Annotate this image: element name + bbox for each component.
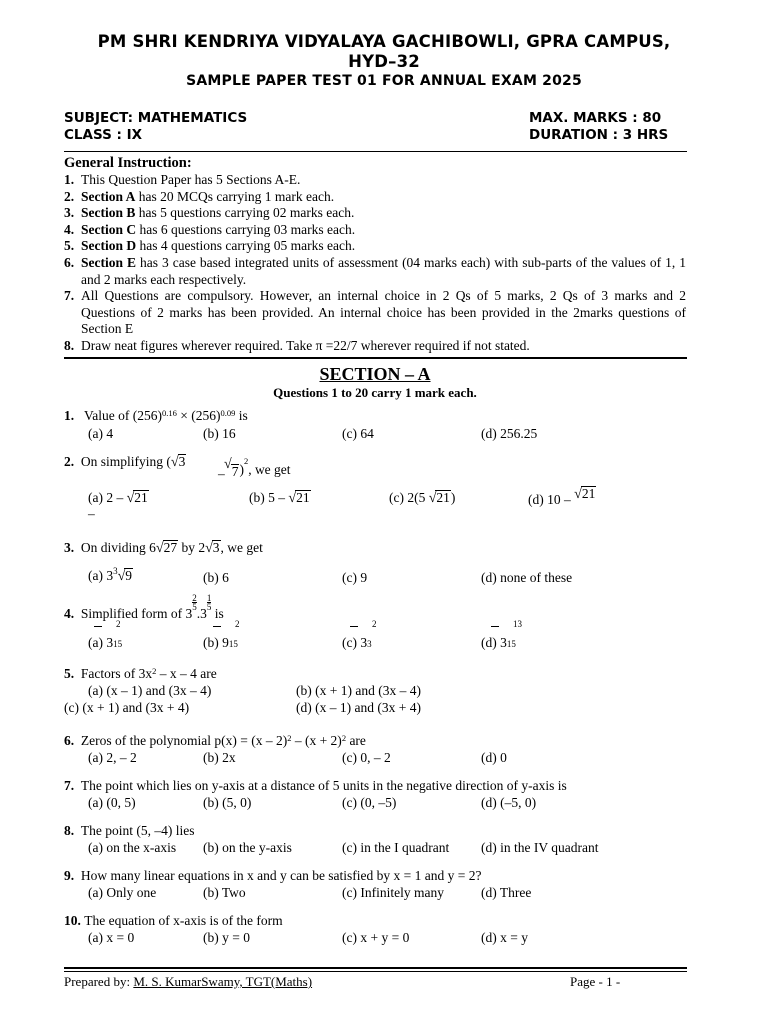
max-marks-label: MAX. MARKS : 80 — [529, 110, 662, 126]
subject-label: SUBJECT: MATHEMATICS — [64, 110, 248, 126]
option-c: (c) x + y = 0 — [342, 930, 410, 945]
option-b: (b) (5, 0) — [203, 795, 252, 810]
option-d: (d) x = y — [481, 930, 528, 945]
question-2-minus: – — [218, 466, 225, 481]
prepared-by-label: Prepared by: — [64, 974, 134, 989]
question-7: 7. The point which lies on y-axis at a distance of 5 units in the negative direction of y-axis is — [64, 778, 567, 793]
option-a: (a) (x – 1) and (3x – 4) — [88, 683, 212, 698]
option-b: (b) y = 0 — [203, 930, 250, 945]
header-divider — [64, 151, 687, 152]
instruction-item: 6. Section E has 3 case based integrated units of assessment (04 marks each) with sub-parts of the values of 1, 1 and 2 marks each respectively. — [64, 254, 686, 287]
option-c: (c) Infinitely many — [342, 885, 444, 900]
instruction-item: 7. All Questions are compulsory. However, an internal choice in 2 Qs of 5 marks, 2 Qs of 3 marks and 2 Questions of 2 marks has been provided. An internal choice has been provided in the 2marks questions of Section E — [64, 288, 686, 337]
option-c: (c) 0, – 2 — [342, 750, 391, 765]
instruction-item: 2. Section A has 20 MCQs carrying 1 mark each. — [64, 188, 335, 204]
option-d: (d) (x – 1) and (3x + 4) — [296, 700, 421, 715]
option-b: (b) Two — [203, 885, 246, 900]
option-c: (c) 2(5 √21) — [389, 490, 456, 506]
school-name-line2: HYD–32 — [348, 52, 420, 71]
test-title: SAMPLE PAPER TEST 01 FOR ANNUAL EXAM 2025 — [186, 73, 582, 89]
option-c: $^2$ (c) 33 — [342, 619, 377, 650]
instructions-list — [64, 172, 686, 355]
instruction-item: 8. Draw neat figures wherever required. Take π =22/7 wherever required if not stated. — [64, 337, 530, 353]
author-name: M. S. KumarSwamy, TGT(Maths) — [133, 974, 313, 989]
instruction-item: 1. This Question Paper has 5 Sections A-E. — [64, 172, 301, 187]
option-d: (d) (–5, 0) — [481, 795, 537, 810]
class-label: CLASS : IX — [64, 127, 143, 143]
footer — [64, 974, 690, 990]
option-d: (d) 256.25 — [481, 426, 538, 441]
option-a: (a) (0, 5) — [88, 795, 136, 810]
option-b: (b) 16 — [203, 426, 236, 441]
option-b: (b) on the y-axis — [203, 840, 292, 855]
section-title: SECTION – A — [319, 364, 431, 384]
school-name — [0, 32, 768, 72]
question-2: 2. On simplifying (√3 — [64, 454, 186, 470]
footer-divider-thin — [64, 971, 687, 972]
question-5: 5. Factors of $3x^2$ – x – 4 are — [64, 666, 217, 681]
option-d: (d) Three — [481, 885, 532, 900]
option-b: (b) 5 – √21 — [249, 490, 310, 506]
option-b: (b) 2x — [203, 750, 236, 765]
school-name-line1: PM SHRI KENDRIYA VIDYALAYA GACHIBOWLI, GPRA CAMPUS, — [97, 32, 671, 51]
question-10: 10. The equation of x-axis is of the form — [64, 913, 283, 928]
option-a: (a) on the x-axis — [88, 840, 177, 855]
option-d: (d) none of these — [481, 570, 573, 585]
option-c: (c) 9 — [342, 570, 368, 585]
page-number: Page - 1 - — [570, 974, 621, 989]
question-6: 6. Zeros of the polynomial $p(x) = (x - 2)^2 - (x + 2)^2$ are — [64, 733, 366, 748]
option-d: (d) 10 – √21 — [528, 486, 596, 507]
instruction-item: 5. Section D has 4 questions carrying 05 marks each. — [64, 238, 356, 254]
option-b: $^2$ (b) 915 — [203, 619, 240, 650]
option-c: (c) (0, –5) — [342, 795, 397, 810]
footer-divider-thick — [64, 967, 687, 969]
option-a: (a) Only one — [88, 885, 157, 900]
instruction-item: 4. Section C has 6 questions carrying 03 marks each. — [64, 221, 356, 237]
option-d: (d) 0 — [481, 750, 507, 765]
option-a: (a) 4 — [88, 426, 114, 441]
option-d: $^{13}$ (d) 315 — [481, 619, 522, 650]
option-a: (a) x = 0 — [88, 930, 135, 945]
option-c: (c) in the I quadrant — [342, 840, 450, 855]
question-3: 3. On dividing 6√27 by 2√3, we get — [64, 540, 263, 556]
option-d: (d) in the IV quadrant — [481, 840, 599, 855]
option-a-minus: – — [88, 506, 95, 521]
instructions-divider — [64, 357, 687, 359]
option-a: (a) 2 – √21 — [88, 490, 148, 506]
question-8: 8. The point (5, –4) lies — [64, 823, 195, 838]
option-c: (c) 64 — [342, 426, 374, 441]
question-4: 4. Simplified form of 3 $\frac{2}{5}$ .3 $\frac{1}{5}$ is — [64, 593, 224, 621]
option-a: (a) $3^3√9$ — [88, 566, 133, 584]
option-b: (b) 6 — [203, 570, 229, 585]
section-subtitle: Questions 1 to 20 carry 1 mark each. — [273, 385, 477, 400]
option-a: $^2$ (a) 315 — [88, 619, 123, 650]
duration-label: DURATION : 3 HRS — [529, 127, 669, 143]
option-a: (a) 2, – 2 — [88, 750, 137, 765]
option-b: (b) (x + 1) and (3x – 4) — [296, 683, 421, 698]
question-9: 9. How many linear equations in x and y can be satisfied by x = 1 and y = 2? — [64, 868, 482, 883]
question-1: 1. Value of $(256)^{0.16} \times (256)^{0.09}$ is — [64, 408, 248, 423]
option-c: (c) (x + 1) and (3x + 4) — [64, 700, 190, 715]
instruction-item: 3. Section B has 5 questions carrying 02 marks each. — [64, 205, 355, 221]
instructions-title: General Instruction: — [64, 155, 192, 171]
question-2-term: √7)$^2$, we get — [224, 456, 291, 479]
